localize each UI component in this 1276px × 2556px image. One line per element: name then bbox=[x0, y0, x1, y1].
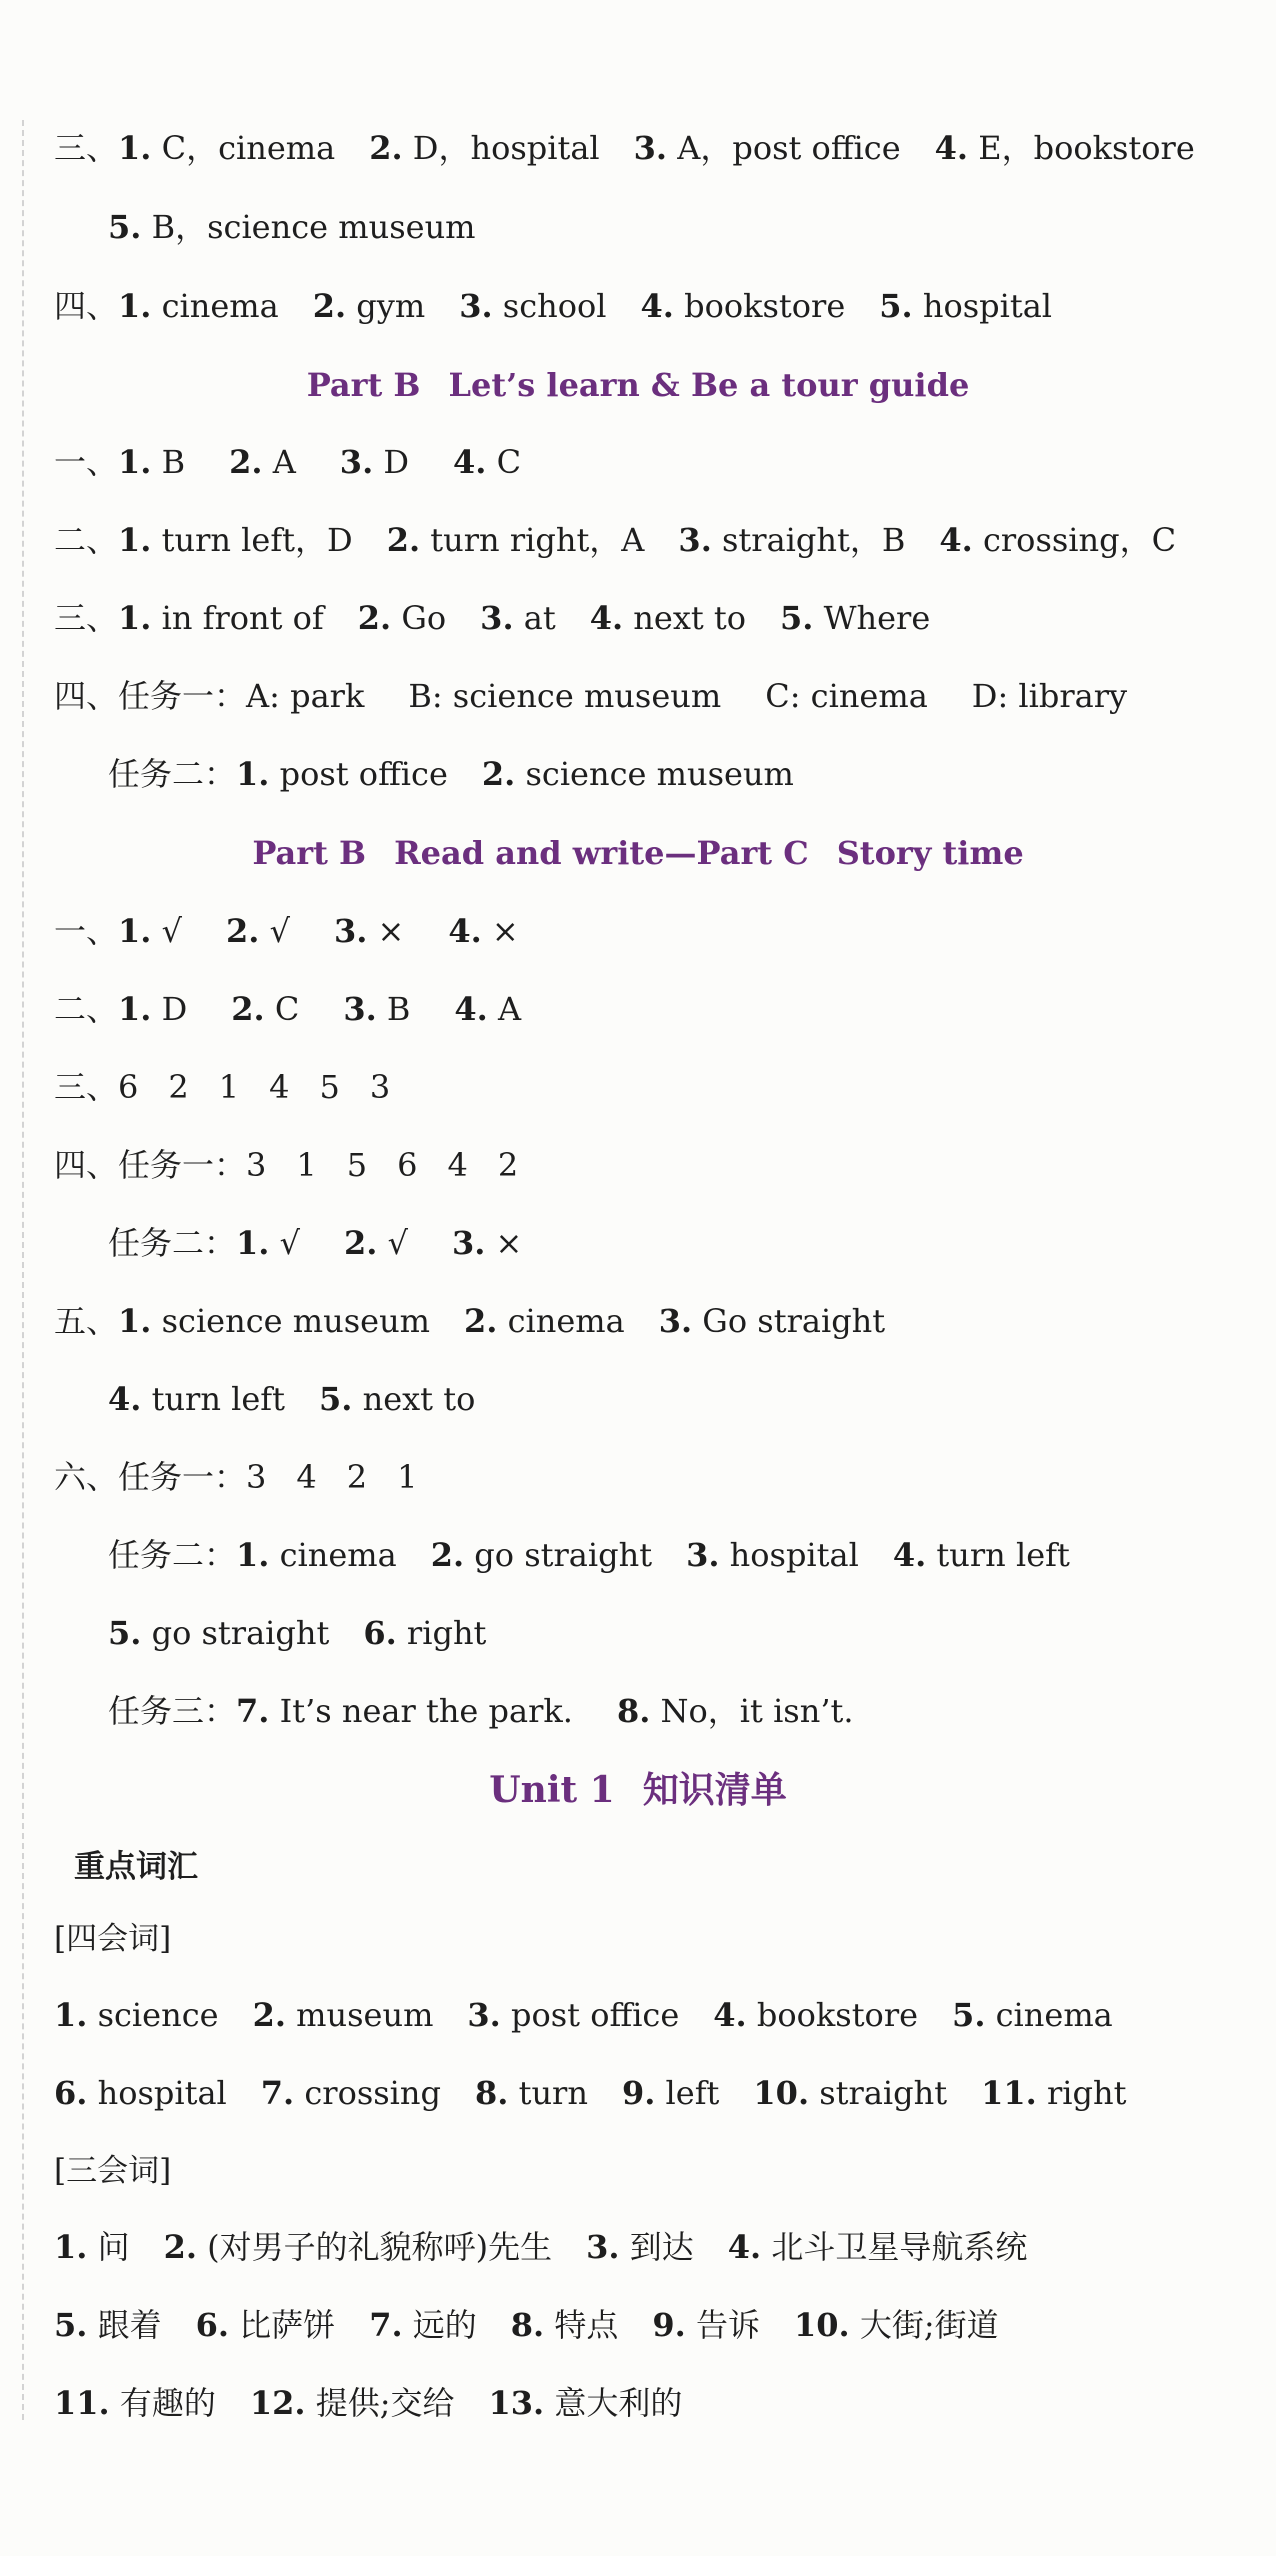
answer-item: 6 bbox=[118, 1068, 139, 1106]
answer-item: 1. post office bbox=[236, 755, 448, 793]
four-skill-words-label: [四会词] bbox=[54, 1921, 172, 1957]
answer-item: 3. Go straight bbox=[658, 1302, 886, 1340]
answer-line-b2-5 bbox=[54, 1296, 885, 1346]
answer-item: 2. √ bbox=[225, 912, 290, 950]
answer-item: 6 bbox=[397, 1146, 418, 1184]
answer-item: 1 bbox=[218, 1068, 240, 1106]
answer-item: 4 bbox=[447, 1146, 468, 1184]
answer-line-b2-4 bbox=[54, 1140, 548, 1190]
section-heading-part-b-read: Part B Read and write—Part C Story time bbox=[252, 834, 1024, 872]
answer-line-b2-6 bbox=[54, 1452, 447, 1502]
answer-item: 2. Go bbox=[357, 599, 447, 637]
vocab-item: 1. 问 bbox=[54, 2228, 130, 2266]
answer-item: 2. A bbox=[229, 443, 296, 481]
answer-item: 1. √ bbox=[236, 1224, 300, 1262]
question-prefix: 四、任务一： bbox=[54, 677, 247, 715]
vocab-item: 10. straight bbox=[753, 2074, 948, 2112]
vocab-four-line-1 bbox=[54, 1990, 1113, 2040]
answer-item: 4. C bbox=[453, 443, 522, 481]
answer-item: C: cinema bbox=[765, 677, 928, 715]
vocab-item: 12. 提供;交给 bbox=[249, 2384, 455, 2422]
answer-item: 2. turn right，A bbox=[386, 521, 645, 559]
vocab-item: 3. post office bbox=[467, 1996, 680, 2034]
vocab-item: 9. left bbox=[621, 2074, 720, 2112]
answer-item: 2 bbox=[497, 1146, 519, 1184]
answer-item: 2. cinema bbox=[464, 1302, 625, 1340]
vocab-item: 7. crossing bbox=[260, 2074, 441, 2112]
answer-item: 5. Where bbox=[780, 599, 931, 637]
answer-line-b1-4 bbox=[54, 671, 1171, 721]
answer-item: 1. cinema bbox=[118, 287, 279, 325]
answer-item: 3. A，post office bbox=[633, 129, 901, 167]
answer-item: 2. C bbox=[231, 990, 300, 1028]
task-prefix: 任务二： bbox=[108, 755, 237, 793]
vocab-three-line-3 bbox=[54, 2378, 682, 2428]
vocab-item: 2. museum bbox=[252, 1996, 434, 2034]
vocab-item: 7. 远的 bbox=[369, 2306, 477, 2344]
answer-line-a3-2 bbox=[108, 202, 476, 252]
answer-line-b2-6-task3 bbox=[108, 1686, 898, 1736]
answer-item: 2. √ bbox=[343, 1224, 408, 1262]
answer-item: 3 bbox=[246, 1458, 267, 1496]
answer-line-b2-6-task2-cont bbox=[108, 1608, 486, 1658]
vocab-item: 11. right bbox=[981, 2074, 1127, 2112]
answer-line-b2-6-task2 bbox=[108, 1530, 1070, 1580]
answer-item: 5. next to bbox=[319, 1380, 476, 1418]
answer-item: 3. school bbox=[459, 287, 607, 325]
answer-item: 1. in front of bbox=[118, 599, 324, 637]
answer-item: 1. D bbox=[118, 990, 188, 1028]
answer-item: 1. B bbox=[118, 443, 186, 481]
answer-item: 1. science museum bbox=[118, 1302, 431, 1340]
answer-item: 3. × bbox=[333, 912, 405, 950]
answer-item: 3. B bbox=[343, 990, 411, 1028]
vocab-item: 11. 有趣的 bbox=[54, 2384, 216, 2422]
task-prefix: 任务三： bbox=[108, 1692, 237, 1730]
answer-item: 4. next to bbox=[589, 599, 747, 637]
answer-item: 2. go straight bbox=[430, 1536, 653, 1574]
question-prefix: 四、 bbox=[54, 287, 119, 325]
question-prefix: 六、任务一： bbox=[54, 1458, 247, 1496]
answer-item: 6. right bbox=[363, 1614, 487, 1652]
answer-item: 2. D，hospital bbox=[369, 129, 600, 167]
answer-item: 2. gym bbox=[312, 287, 426, 325]
answer-item: 1. turn left，D bbox=[118, 521, 353, 559]
answer-line-b2-1 bbox=[54, 906, 563, 956]
vocab-title: 重点词汇 bbox=[74, 1849, 198, 1885]
task-prefix: 任务二： bbox=[108, 1536, 237, 1574]
answer-item: 3. D bbox=[339, 443, 410, 481]
answer-item: D: library bbox=[971, 677, 1128, 715]
vocab-four-line-2 bbox=[54, 2068, 1126, 2118]
answer-item: 1. C，cinema bbox=[118, 129, 336, 167]
answer-item: 4. bookstore bbox=[640, 287, 846, 325]
vocab-three-line-1 bbox=[54, 2222, 1027, 2272]
answer-item: A: park bbox=[246, 677, 365, 715]
answer-line-b1-3 bbox=[54, 593, 930, 643]
answer-item: 1 bbox=[296, 1146, 317, 1184]
vocab-item: 5. cinema bbox=[952, 1996, 1113, 2034]
answer-line-a3-1 bbox=[54, 123, 1195, 173]
answer-item: 4. E，bookstore bbox=[934, 129, 1195, 167]
answer-item: 5 bbox=[319, 1068, 340, 1106]
answer-item: 8. No，it isn’t. bbox=[616, 1692, 854, 1730]
answer-item: 3. at bbox=[480, 599, 556, 637]
question-prefix: 三、 bbox=[54, 129, 119, 167]
answer-item: 4 bbox=[269, 1068, 290, 1106]
vocab-item: 6. hospital bbox=[54, 2074, 227, 2112]
section-heading-part-b-learn: Part B Let’s learn & Be a tour guide bbox=[306, 366, 970, 404]
answer-line-b1-4-task2 bbox=[108, 749, 794, 799]
vocab-item: 2. (对男子的礼貌称呼)先生 bbox=[163, 2228, 553, 2266]
answer-item: B: science museum bbox=[408, 677, 722, 715]
vocab-item: 8. turn bbox=[475, 2074, 588, 2112]
unit-heading: Unit 1 知识清单 bbox=[489, 1769, 787, 1811]
vocab-item: 5. 跟着 bbox=[54, 2306, 162, 2344]
answer-item: 1 bbox=[397, 1458, 418, 1496]
answer-line-b2-3 bbox=[54, 1062, 420, 1112]
answer-line-b2-4-task2 bbox=[108, 1218, 566, 1268]
answer-item: 3 bbox=[369, 1068, 391, 1106]
vocab-item: 13. 意大利的 bbox=[488, 2384, 683, 2422]
vocab-item: 10. 大街;街道 bbox=[793, 2306, 999, 2344]
answer-item: 3. straight，B bbox=[678, 521, 906, 559]
vocab-item: 1. science bbox=[54, 1996, 219, 2034]
task-prefix: 任务二： bbox=[108, 1224, 237, 1262]
answer-item: 5 bbox=[346, 1146, 368, 1184]
question-prefix: 二、 bbox=[54, 990, 119, 1028]
question-prefix: 二、 bbox=[54, 521, 119, 559]
vocab-item: 4. bookstore bbox=[713, 1996, 919, 2034]
answer-line-b2-5-cont bbox=[108, 1374, 475, 1424]
answer-line-b2-2 bbox=[54, 984, 565, 1034]
answer-line-b1-1 bbox=[54, 437, 565, 487]
vocab-item: 8. 特点 bbox=[510, 2306, 619, 2344]
answer-item: 7. It’s near the park. bbox=[236, 1692, 573, 1730]
answer-item: 5. go straight bbox=[108, 1614, 330, 1652]
vocab-three-line-2 bbox=[54, 2300, 999, 2350]
answer-item: 2 bbox=[346, 1458, 368, 1496]
question-prefix: 三、 bbox=[54, 599, 119, 637]
answer-item: 4. A bbox=[454, 990, 522, 1028]
question-prefix: 一、 bbox=[54, 443, 119, 481]
answer-item: 5. hospital bbox=[879, 287, 1053, 325]
vocab-item: 9. 告诉 bbox=[652, 2306, 760, 2344]
answer-item: 3. × bbox=[451, 1224, 523, 1262]
answer-item: 4. × bbox=[448, 912, 519, 950]
margin-dashed-rule bbox=[22, 120, 24, 2420]
answer-line-a4 bbox=[54, 281, 1052, 331]
answer-item: 3. hospital bbox=[686, 1536, 859, 1574]
question-prefix: 一、 bbox=[54, 912, 119, 950]
answer-item: 5. B，science museum bbox=[108, 208, 476, 246]
vocab-item: 3. 到达 bbox=[586, 2228, 694, 2266]
three-skill-words-label: [三会词] bbox=[54, 2153, 172, 2189]
question-prefix: 五、 bbox=[54, 1302, 119, 1340]
answer-item: 3 bbox=[246, 1146, 267, 1184]
answer-item: 1. √ bbox=[118, 912, 182, 950]
answer-item: 2. science museum bbox=[481, 755, 794, 793]
answer-item: 4 bbox=[296, 1458, 317, 1496]
answer-item: 1. cinema bbox=[236, 1536, 397, 1574]
vocab-item: 6. 比萨饼 bbox=[195, 2306, 336, 2344]
question-prefix: 四、任务一： bbox=[54, 1146, 247, 1184]
answer-item: 4. turn left bbox=[892, 1536, 1070, 1574]
vocab-item: 4. 北斗卫星导航系统 bbox=[727, 2228, 1028, 2266]
answer-item: 4. crossing，C bbox=[939, 521, 1177, 559]
answer-item: 2 bbox=[168, 1068, 189, 1106]
question-prefix: 三、 bbox=[54, 1068, 119, 1106]
answer-line-b1-2 bbox=[54, 515, 1176, 565]
answer-item: 4. turn left bbox=[108, 1380, 285, 1418]
